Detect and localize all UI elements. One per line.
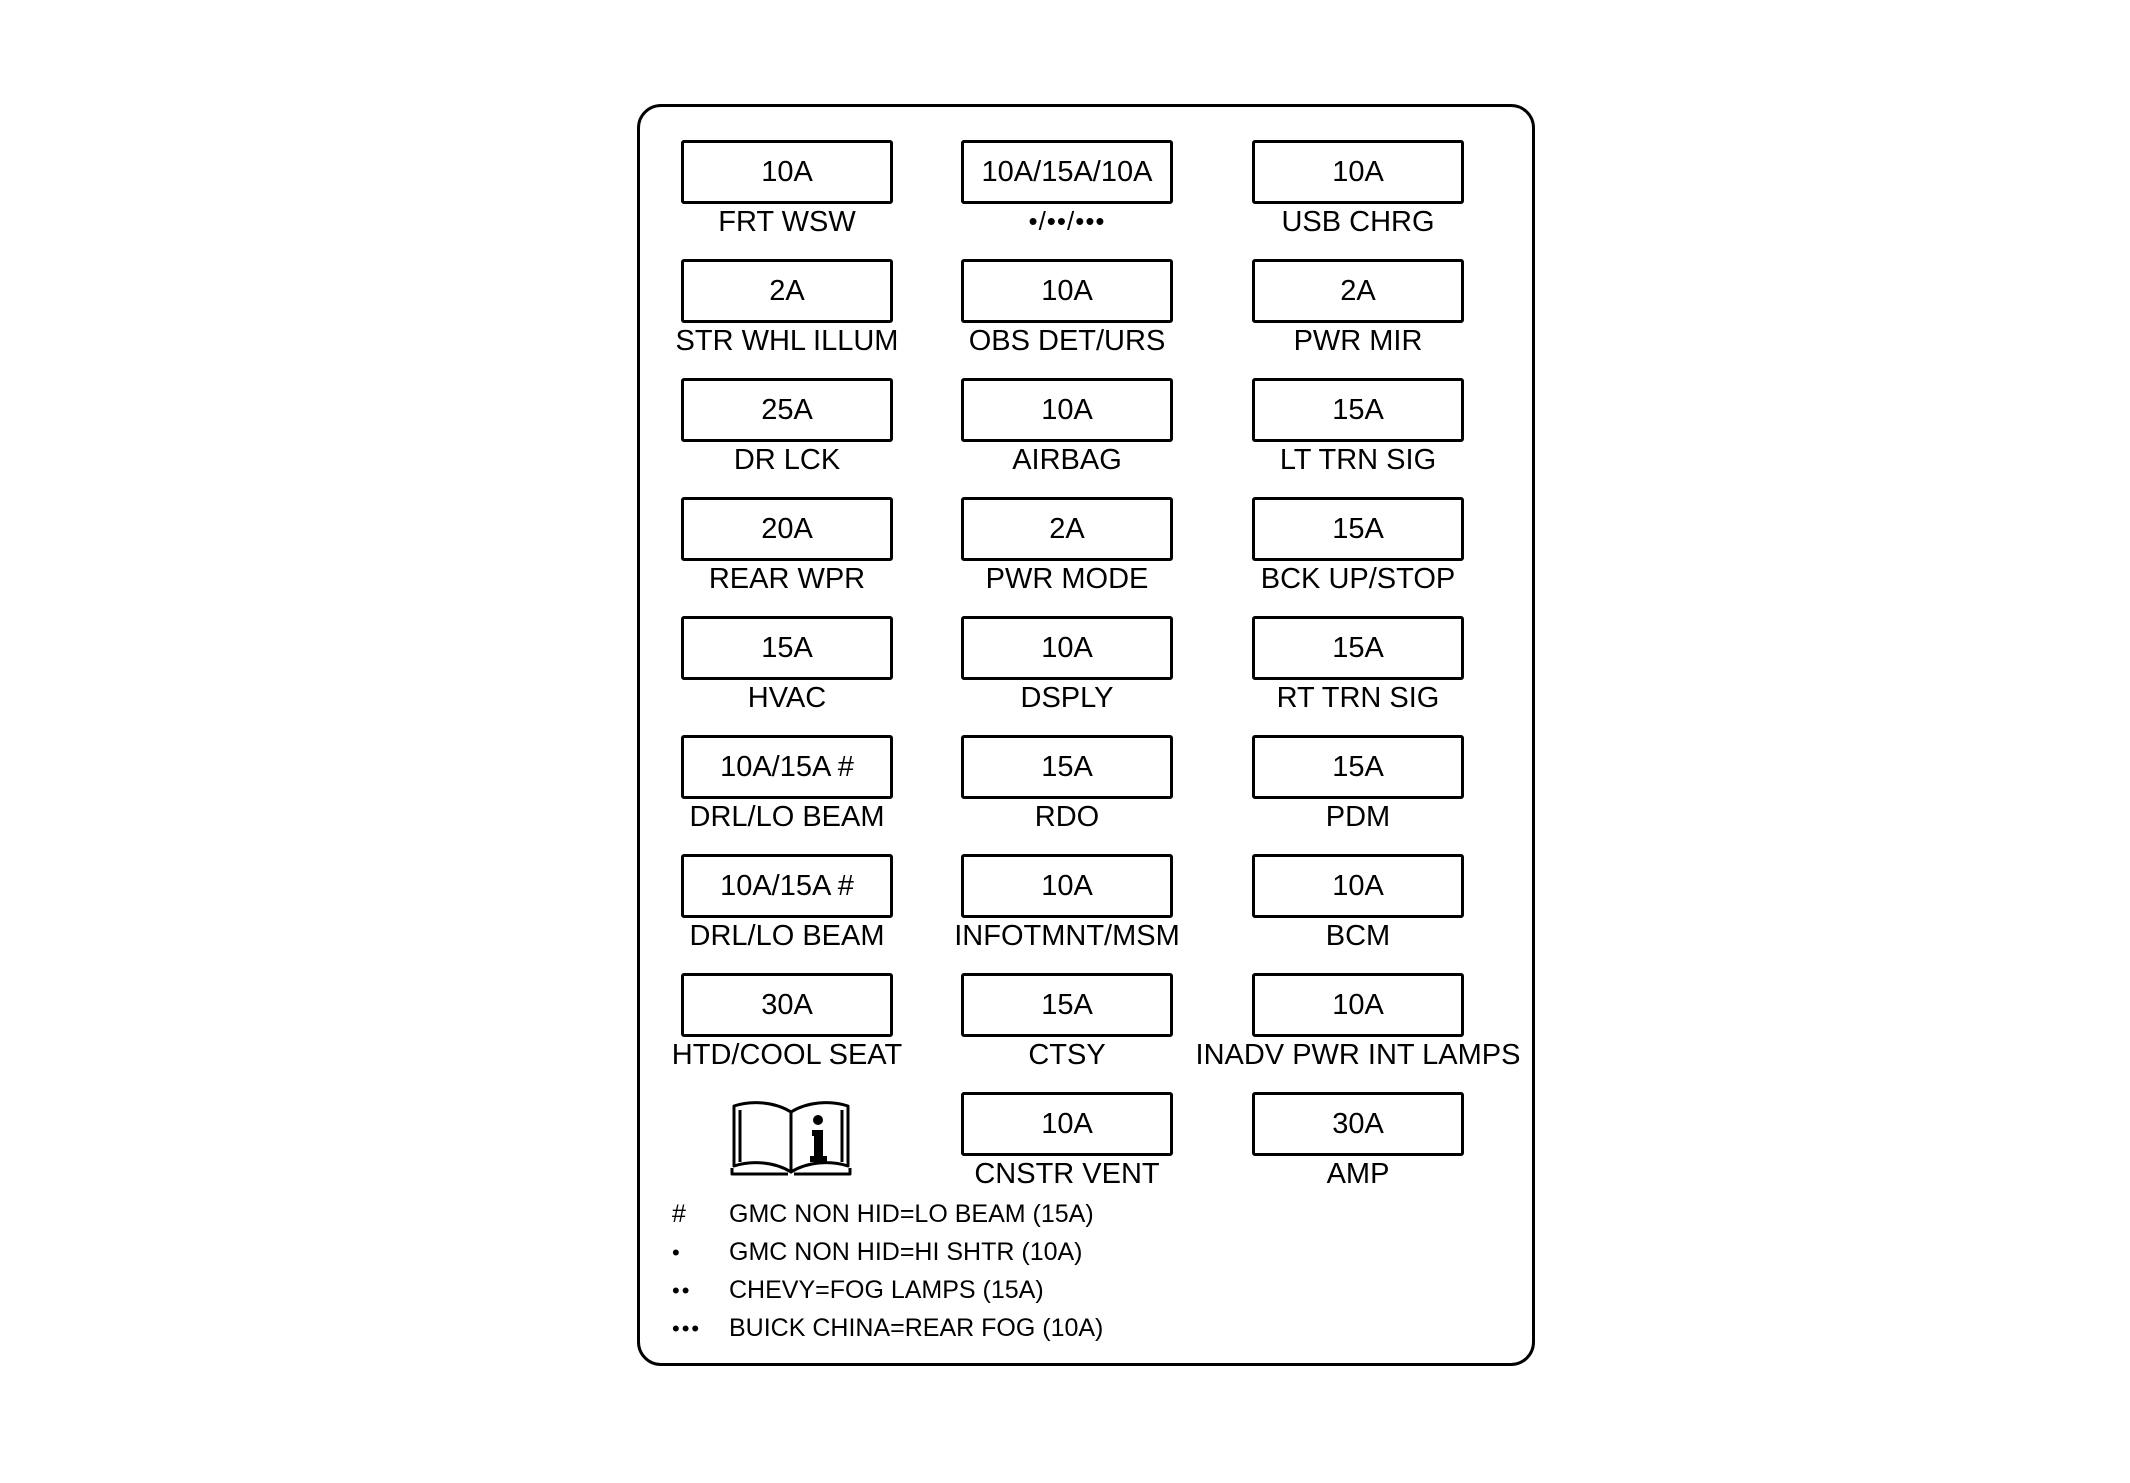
fuse-rating-box[interactable]: 10A [961,616,1173,680]
fuse-rating-box[interactable]: 10A [961,1092,1173,1156]
legend-symbol: ••• [672,1316,702,1341]
fuse-rating-box[interactable]: 10A [1252,973,1464,1037]
fuse-rating-box[interactable]: 10A [681,140,893,204]
legend-symbol: • [672,1240,682,1265]
footnote-legend [672,1200,1472,1352]
fuse-circuit-label: RDO [1034,801,1100,833]
fuse-circuit-label: BCM [1325,920,1391,952]
fuse-circuit-label: REAR WPR [708,563,866,595]
fuse-rating-box[interactable]: 10A [1252,854,1464,918]
fuse-circuit-label: INADV PWR INT LAMPS [1195,1039,1521,1071]
fuse-slot [1208,104,1508,238]
fuse-circuit-label: CNSTR VENT [974,1158,1160,1190]
legend-text: GMC NON HID=HI SHTR (10A) [729,1238,1083,1266]
fuse-slot [1208,223,1508,357]
owner-manual-info-icon [730,1098,852,1176]
fuse-circuit-label: INFOTMNT/MSM [954,920,1180,952]
fuse-slot [1208,1056,1508,1190]
fuse-circuit-label: RT TRN SIG [1276,682,1440,714]
fuse-circuit-label: STR WHL ILLUM [675,325,899,357]
legend-text: BUICK CHINA=REAR FOG (10A) [729,1314,1104,1342]
fuse-circuit-label: •/••/••• [1028,206,1106,236]
fuse-rating-box[interactable]: 10A [961,378,1173,442]
fuse-slot [1208,818,1508,952]
fuse-circuit-label: BCK UP/STOP [1260,563,1456,595]
fuse-rating-box[interactable]: 15A [1252,735,1464,799]
fuse-rating-box[interactable]: 10A [1252,140,1464,204]
fuse-slot [1208,699,1508,833]
legend-text: CHEVY=FOG LAMPS (15A) [729,1276,1044,1304]
fuse-rating-box[interactable]: 10A/15A # [681,735,893,799]
fuse-rating-box[interactable]: 30A [1252,1092,1464,1156]
legend-row-hash [672,1200,1472,1238]
fuse-circuit-label: USB CHRG [1281,206,1435,238]
fuse-rating-box[interactable]: 2A [961,497,1173,561]
fuse-rating-box[interactable]: 2A [1252,259,1464,323]
fuse-rating-box[interactable]: 15A [681,616,893,680]
fuse-slot [1208,461,1508,595]
fuse-circuit-label: AMP [1326,1158,1390,1190]
fuse-circuit-label: DRL/LO BEAM [689,801,885,833]
fuse-circuit-label: FRT WSW [718,206,856,238]
legend-symbol: # [672,1200,686,1228]
fuse-rating-box[interactable]: 10A [961,854,1173,918]
fuse-rating-box[interactable]: 20A [681,497,893,561]
fuse-circuit-label: PWR MIR [1293,325,1423,357]
legend-text: GMC NON HID=LO BEAM (15A) [729,1200,1094,1228]
legend-row-two-dots [672,1276,1472,1314]
fuse-circuit-label: OBS DET/URS [968,325,1166,357]
legend-row-one-dot [672,1238,1472,1276]
fuse-rating-box[interactable]: 30A [681,973,893,1037]
fuse-slot [1208,580,1508,714]
fuse-rating-box[interactable]: 15A [961,973,1173,1037]
fuse-rating-box[interactable]: 2A [681,259,893,323]
fuse-circuit-label: DRL/LO BEAM [689,920,885,952]
fuse-rating-box[interactable]: 25A [681,378,893,442]
fuse-circuit-label: HVAC [747,682,827,714]
fuse-circuit-label: DSPLY [1020,682,1114,714]
fuse-rating-box[interactable]: 10A/15A/10A [961,140,1173,204]
fuse-rating-box[interactable]: 10A [961,259,1173,323]
fuse-slot [1195,937,1521,1071]
fuse-circuit-label: HTD/COOL SEAT [671,1039,903,1071]
fuse-rating-box[interactable]: 15A [961,735,1173,799]
fuse-circuit-label: LT TRN SIG [1279,444,1437,476]
fuse-circuit-label: PWR MODE [985,563,1149,595]
legend-symbol: •• [672,1278,692,1303]
fuse-circuit-label: CTSY [1028,1039,1106,1071]
fuse-rating-box[interactable]: 15A [1252,378,1464,442]
fuse-rating-box[interactable]: 15A [1252,497,1464,561]
fuse-circuit-label: DR LCK [733,444,841,476]
fuse-circuit-label: AIRBAG [1012,444,1122,476]
fuse-rating-box[interactable]: 15A [1252,616,1464,680]
fuse-rating-box[interactable]: 10A/15A # [681,854,893,918]
fuse-circuit-label: PDM [1325,801,1391,833]
legend-row-three-dots [672,1314,1472,1352]
fuse-slot [1208,342,1508,476]
